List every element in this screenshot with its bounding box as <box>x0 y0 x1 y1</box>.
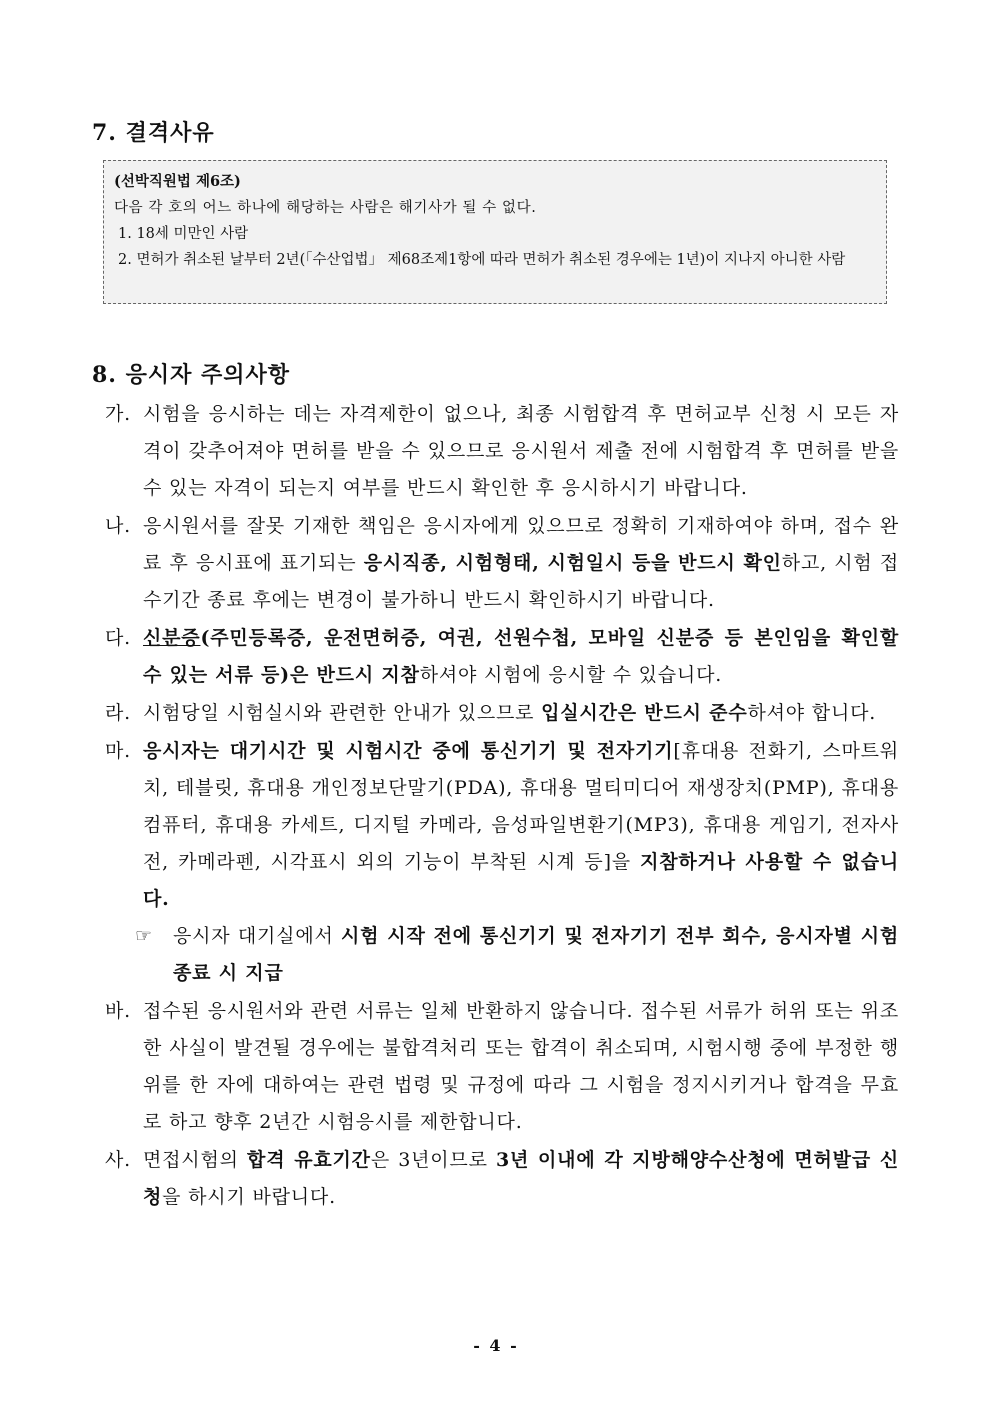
page-number: - 4 - <box>473 1336 519 1355</box>
law-items <box>114 221 876 273</box>
notice-text: 하셔야 시험에 응시할 수 있습니다. <box>419 664 723 686</box>
notice-emphasis: 시험 시작 전에 통신기기 및 전자기기 전부 회수, 응시자별 시험 종료 시 지급 <box>173 925 900 984</box>
notice-emphasis: 지참하거나 사용할 수 없습니다. <box>143 851 900 910</box>
notice-emphasis: 응시자는 대기시간 및 시험시간 중에 통신기기 및 전자기기 <box>143 740 674 762</box>
notice-label: 나. <box>105 515 131 537</box>
notice-text: 응시자 대기실에서 <box>173 925 342 947</box>
notice-label: 사. <box>105 1149 131 1171</box>
notice-text: 응시원서를 잘못 기재한 책임은 응시자에게 있으므로 정확히 기재하여야 하며, 접수 완료 후 응시표에 표기되는 <box>143 515 899 574</box>
notice-text: 하셔야 합니다. <box>747 702 877 724</box>
law-item-1: 1. 18세 미만인 사람 <box>118 226 249 242</box>
notice-emphasis: 합격 유효기간 <box>247 1149 371 1171</box>
notice-text: 접수된 응시원서와 관련 서류는 일체 반환하지 않습니다. 접수된 서류가 허위 또는 위조한 사실이 발견될 경우에는 불합격처리 또는 합격이 취소되며, 시험시행 중에 부정한 행위를 한 자에 대하여는 관련 법령 및 규정에 따라 그 시험을 정지시키거나 합격을 무효로 하고 향후 2년간 시험응시를 제한합니다. <box>143 1000 899 1133</box>
law-reference: (선박직원법 제6조) <box>114 173 241 190</box>
notice-ma <box>105 733 899 918</box>
notice-ba <box>105 993 899 1141</box>
pointing-hand-icon: ☞ <box>135 925 153 947</box>
notice-sa <box>105 1142 899 1216</box>
notice-text: 은 3년이므로 <box>370 1149 496 1171</box>
notice-ra <box>105 695 899 732</box>
notice-da <box>105 620 899 694</box>
notice-na <box>105 508 899 619</box>
section-8-title: 8. 응시자 주의사항 <box>92 362 291 388</box>
notice-label: 바. <box>105 1000 131 1022</box>
law-excerpt-box <box>103 160 887 304</box>
notice-ma-sub <box>105 918 899 992</box>
notice-emphasis: 응시직종, 시험형태, 시험일시 등을 반드시 확인 <box>363 552 782 574</box>
law-item-2: 2. 면허가 취소된 날부터 2년(「수산업법」 제68조제1항에 따라 면허가 취소된 경우에는 1년)이 지나지 아니한 사람 <box>118 252 846 268</box>
notice-label: 다. <box>105 627 131 649</box>
notice-emphasis: 입실시간은 반드시 준수 <box>541 702 748 724</box>
notice-text: 하고, 시험 접수기간 종료 후에는 변경이 불가하니 반드시 확인하시기 바랍니다. <box>143 552 899 611</box>
notice-text: 을 하시기 바랍니다. <box>162 1186 336 1208</box>
notice-label: 마. <box>105 740 131 762</box>
notice-underlined-emphasis: 신분증 <box>143 627 201 649</box>
notice-text: 면접시험의 <box>143 1149 248 1171</box>
notice-text: 시험을 응시하는 데는 자격제한이 없으나, 최종 시험합격 후 면허교부 신청 시 모든 자격이 갖추어져야 면허를 받을 수 있으므로 응시원서 제출 전에 시험합격 후 면허를 받을 수 있는 자격이 되는지 여부를 반드시 확인한 후 응시하시기 바랍니다. <box>143 403 899 499</box>
notice-ga <box>105 396 899 507</box>
notice-emphasis: 3년 이내에 각 지방해양수산청에 면허발급 신청 <box>143 1149 899 1208</box>
notice-text: [휴대용 전화기, 스마트워치, 테블릿, 휴대용 개인정보단말기(PDA), 휴대용 멀티미디어 재생장치(PMP), 휴대용 컴퓨터, 휴대용 카세트, 디지털 카메라, 음성파일변환기(MP3), 휴대용 게임기, 전자사전, 카메라펜, 시각표시 외의 기능이 부착된 시계 등]을 <box>143 740 899 873</box>
notice-emphasis: (주민등록증, 운전면허증, 여권, 선원수첩, 모바일 신분증 등 본인임을 확인할 수 있는 서류 등)은 반드시 지참 <box>143 627 899 686</box>
notice-label: 가. <box>105 403 131 425</box>
law-intro: 다음 각 호의 어느 하나에 해당하는 사람은 해기사가 될 수 없다. <box>114 200 537 216</box>
notice-label: 라. <box>105 702 131 724</box>
section-7-title: 7. 결격사유 <box>92 120 215 146</box>
notice-text: 시험당일 시험실시와 관련한 안내가 있으므로 <box>143 702 542 724</box>
notice-list <box>105 396 899 1216</box>
